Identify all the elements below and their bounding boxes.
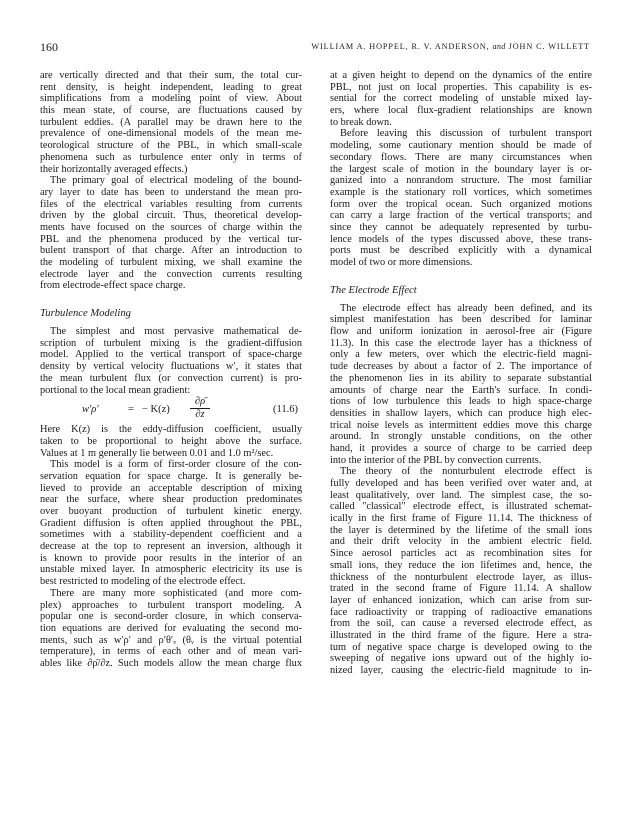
text-line: ments have focused on the sources of charge within the <box>40 221 302 233</box>
text-line: layer of enhanced ionization, which can arise from sur- <box>330 594 592 606</box>
text-line: tions of low turbulence this leads to high space-charge <box>330 396 592 408</box>
text-line: Before leaving this discussion of turbulent transport <box>340 128 592 140</box>
text-line: trical noise levels as intermittent eddies move this charge <box>330 419 592 431</box>
equation-11-6 <box>40 396 302 424</box>
text-line: The electrode effect has already been defined, and its <box>340 302 592 314</box>
text-line: form over the tropical ocean. Such organized motions <box>330 198 592 210</box>
text-line: simplest manifestation has been described for laminar <box>330 314 592 326</box>
text-line: popular one is second-order closure, in which conserva- <box>40 611 302 623</box>
text-line: the phenomenon lies in its ability to separate substantial <box>330 372 592 384</box>
section-heading-turbulence-modeling: Turbulence Modeling <box>40 308 131 320</box>
paragraph <box>40 70 302 175</box>
text-line: portional to the local mean gradient: <box>40 384 191 396</box>
text-line: phenomena such as turbulence enter only in terms of <box>40 151 302 163</box>
text-line: teorological structure of the PBL, in which small-scale <box>40 140 302 152</box>
text-line: The theory of the nonturbulent electrode effect is <box>340 466 592 478</box>
text-line: lieved to provide an acceptable description of mixing <box>40 482 302 494</box>
text-line: trated in the second frame of Figure 11.14. A shallow <box>330 583 592 595</box>
right-column <box>330 70 592 677</box>
text-line: thickness of the nonturbulent electrode layer, as illus- <box>330 571 592 583</box>
text-line: tum of negative space charge is developed owing to the <box>330 641 592 653</box>
text-line: ports must be described explicitly with a dynamical <box>330 245 592 257</box>
text-line: bulent transport of that charge. After an introduction to <box>40 245 302 257</box>
text-line: face radioactivity or trapping of radioactive emanations <box>330 606 592 618</box>
text-line: ganized into a nonrandom structure. The most familiar <box>330 175 592 187</box>
text-line: density by vertical velocity fluctuations w′, it states that <box>40 361 302 373</box>
equation-rhs: − K(z) <box>142 404 170 416</box>
text-line: densities in shallow layers, which can produce high elec- <box>330 407 592 419</box>
text-line: called "classical" electrode effect, is illustrated schemat- <box>330 501 592 513</box>
text-line: since they cannot be adequately represented by turbu- <box>330 221 592 233</box>
left-column <box>40 70 302 670</box>
equation-number: (11.6) <box>273 404 298 416</box>
running-head-last-author: JOHN C. WILLETT <box>508 42 590 51</box>
text-line: illustrated in the third frame of the figure. Here a stra- <box>330 629 592 641</box>
text-line: from the soil, can cause a reversed electrode effect, as <box>330 618 592 630</box>
text-line: at a given height to depend on the dynamics of the entire <box>330 70 592 81</box>
text-line: turbulent eddies. (A parallel may be drawn here to the <box>40 116 302 128</box>
text-line: are vertically directed and that their sum, the total cur- <box>40 70 302 81</box>
equation-numerator: ∂ρ̄ <box>190 396 210 409</box>
running-head <box>311 42 590 51</box>
text-line: the largest scale of motion in the boundary layer is or- <box>330 163 592 175</box>
paragraph <box>330 128 592 268</box>
text-line: temperature), in terms of each other and of mean vari- <box>40 646 302 658</box>
running-head-authors: WILLIAM A. HOPPEL, R. V. ANDERSON, <box>311 42 490 51</box>
text-line: flow and uniform ionization in aerosol-free air (Figure <box>330 326 592 338</box>
equation-denominator: ∂z <box>195 409 205 421</box>
text-line: tude decreases by about a factor of 2. The importance of <box>330 361 592 373</box>
text-line: ments, such as w′ρ′ and ρ′θ′ᵥ (θᵥ is the virtual potential <box>40 634 302 646</box>
text-line: hand, it provides a source of charge to be carried deep <box>330 442 592 454</box>
text-line: simplifications from a modeling point of view. About <box>40 93 302 105</box>
text-line: sential for the correct modeling of unstable mixed lay- <box>330 93 592 105</box>
text-line: amounts of charge near the Earth's surface. In condi- <box>330 384 592 396</box>
section-heading-electrode-effect: The Electrode Effect <box>330 284 417 296</box>
text-line: modeling, some cautionary mention should be made of <box>330 140 592 152</box>
equation-equals: = <box>128 404 134 416</box>
text-line: This model is a form of first-order closure of the con- <box>50 459 302 471</box>
paragraph <box>40 175 302 292</box>
equation-lhs: w′ρ′ <box>82 404 99 416</box>
text-line: Since aerosol particles act as recombination sites for <box>330 548 592 560</box>
text-line: is known to provide poor results in the interior of an <box>40 552 302 564</box>
text-line: secondary flows. There are many circumstances when <box>330 151 592 163</box>
text-line: model. Applied to the vertical transport of space-charge <box>40 349 302 361</box>
text-line: unstable mixed layer. In atmospheric electricity its use is <box>40 564 302 576</box>
text-line: best restricted to modeling of the electrode effect. <box>40 576 246 588</box>
text-line: ers, where local flux-gradient relationships are known <box>330 105 592 117</box>
text-line: around. In strongly unstable conditions, on the other <box>330 431 592 443</box>
paragraph <box>40 424 302 588</box>
text-line: scription of turbulent mixing is the gradient-diffusion <box>40 337 302 349</box>
text-line: PBL and the phenomena produced by the vertical tur- <box>40 233 302 245</box>
text-line: over buoyant production of turbulent kinetic energy. <box>40 506 302 517</box>
text-line: the mean turbulent flux (or convection current) is pro- <box>40 372 302 384</box>
text-line: the modeling of turbulent mixing, we shall examine the <box>40 257 302 268</box>
text-line: to break down. <box>330 116 392 128</box>
text-line: into the interior of the PBL by convection currents. <box>330 454 542 466</box>
text-line: files of the electrical variables resulting from currents <box>40 198 302 210</box>
text-line: least qualitatively, over land. The simplest case, the so- <box>330 489 592 501</box>
text-line: ically in the first frame of Figure 11.14. The thickness of <box>330 513 592 525</box>
text-line: There are many more sophisticated (and more com- <box>50 587 302 599</box>
text-line: driven by the global circuit. Thus, theoretical develop- <box>40 210 302 222</box>
text-line: lence models of the types discussed above, these trans- <box>330 233 592 245</box>
paragraph <box>330 70 592 128</box>
text-line: PBL, not just on local properties. This capability is es- <box>330 81 592 93</box>
text-line: ables like ∂ρ̄/∂z. Such models allow the mean charge flux <box>40 657 302 669</box>
text-line: rent density, is height independent, leading to great <box>40 81 302 93</box>
text-line: electrode layer and the convection currents resulting <box>40 268 302 280</box>
text-line: near the surface, where shear production predominates <box>40 494 302 506</box>
text-line: this mean state, of course, are fluctuations caused by <box>40 105 302 117</box>
running-head-and: and <box>492 42 506 51</box>
text-line: from electrode-effect space charge. <box>40 280 186 292</box>
text-line: decrease at the top to represent an inversion, although it <box>40 541 302 553</box>
text-line: the layer is determined by the lifetime of the small ions <box>330 524 592 536</box>
text-line: The primary goal of electrical modeling of the bound- <box>50 175 302 187</box>
text-line: sweeping of negative ions upward out of the highly io- <box>330 653 592 665</box>
text-line: ary layer to date has been to understand the mean pro- <box>40 186 302 198</box>
paragraph <box>40 588 302 670</box>
text-line: tion equations are derived for evaluating the second mo- <box>40 622 302 634</box>
paragraph <box>40 326 302 396</box>
paragraph <box>330 466 592 676</box>
text-line: model of two or more dimensions. <box>330 257 473 268</box>
text-line: 11.3). In this case the electrode layer has a thickness of <box>330 337 592 349</box>
text-line: prevalence of one-dimensional models of the mean me- <box>40 128 302 140</box>
text-line: The simplest and most pervasive mathematical de- <box>50 326 302 338</box>
equation-fraction <box>190 396 210 421</box>
text-line: Here K(z) is the eddy-diffusion coefficient, usually <box>40 424 302 436</box>
text-line: servation equation for space charge. It is generally be- <box>40 470 302 482</box>
text-line: can carry a large fraction of the vertical transports; and <box>330 210 592 222</box>
text-line: sometimes with a stability-dependent coefficient and a <box>40 529 302 541</box>
text-line: Gradient diffusion is often applied throughout the PBL, <box>40 517 302 529</box>
page-number: 160 <box>40 40 58 54</box>
text-line: nized layer, causing the electric-field magnitude to in- <box>330 665 592 676</box>
text-line: example is the stationary roll vortices, which sometimes <box>330 186 592 198</box>
paragraph <box>330 303 592 467</box>
text-line: fully developed and has been verified over water and, at <box>330 478 592 489</box>
text-line: Values at 1 m generally lie between 0.01 and 1.0 m²/sec. <box>40 447 274 459</box>
text-line: taken to be proportional to height above the surface. <box>40 435 302 447</box>
text-line: small ions, they reduce the ion lifetimes and, hence, the <box>330 559 592 571</box>
text-line: and their drift velocity in the ambient electric field. <box>330 536 592 548</box>
text-line: their horizontally averaged effects.) <box>40 163 188 175</box>
text-line: plex) approaches to turbulent transport modeling. A <box>40 599 302 611</box>
text-line: only a few meters, over which the electric-field magni- <box>330 349 592 361</box>
